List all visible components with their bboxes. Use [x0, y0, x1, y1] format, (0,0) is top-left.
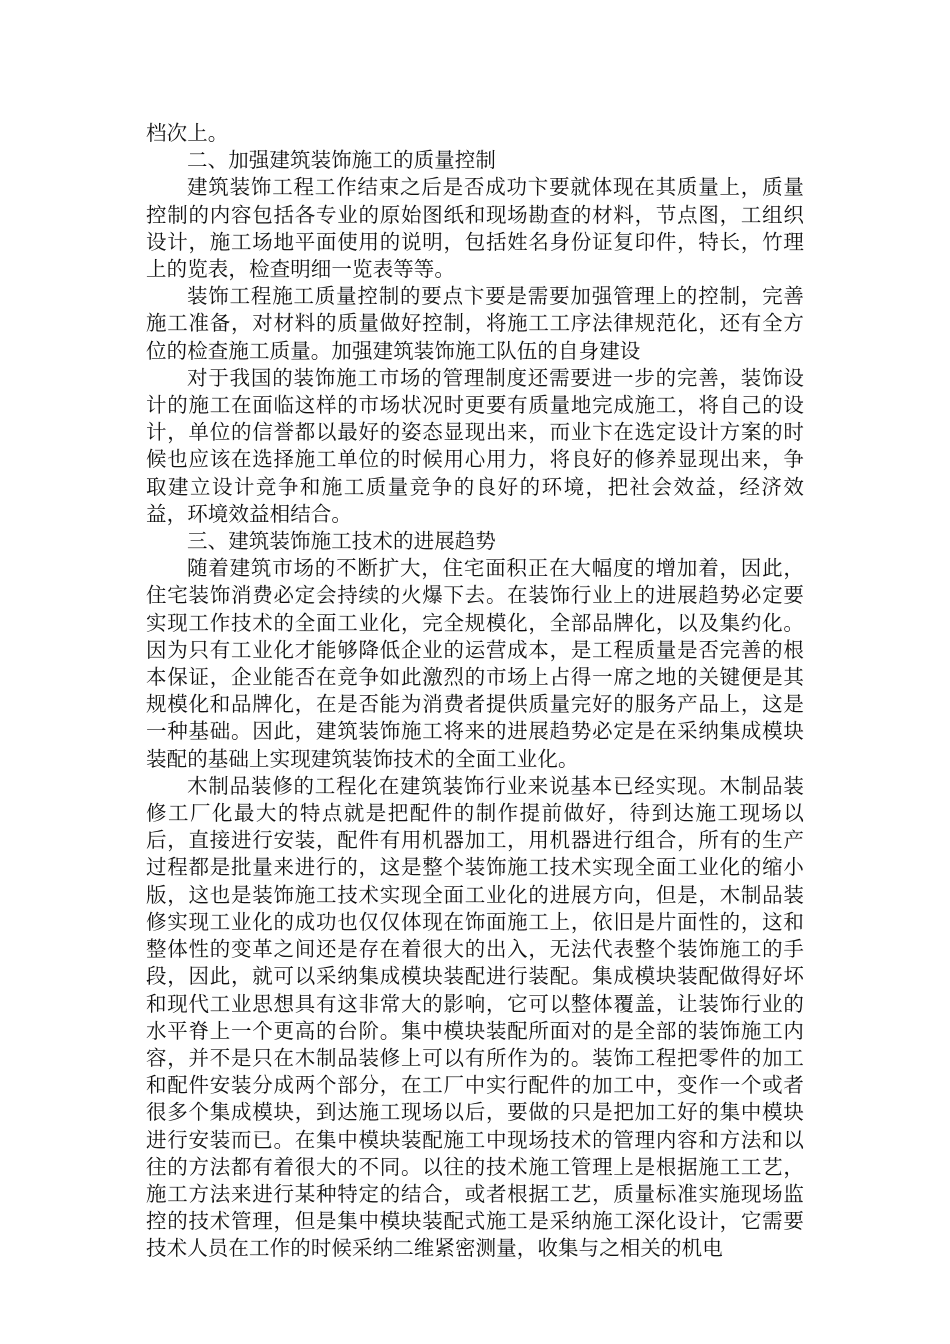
paragraph-market-management: 对于我国的装饰施工市场的管理制度还需要进一步的完善，装饰设计的施工在面临这样的市场状况时更要有质量地完成施工，将自己的设计，单位的信誉都以最好的姿态显现出来，而业卞在选定设计方案的时候也应该在选择施工单位的时候用心用力，将良好的修养显现出来，争取建立设计竞争和施工质量竞争的良好的环境，把社会效益，经济效益，环境效益相结合。 [146, 365, 804, 526]
section-heading-3: 三、建筑装饰施工技术的进展趋势 [187, 529, 496, 554]
paragraph-quality-content: 建筑装饰工程工作结束之后是否成功卞要就体现在其质量上，质量控制的内容包括各专业的原始图纸和现场勘查的材料，节点图，工组织设计，施工场地平面使用的说明，包括姓名身份证复印件，特长，竹理上的览表，检查明细一览表等等。 [146, 175, 804, 282]
section-heading-2: 二、加强建筑装饰施工的质量控制 [187, 148, 496, 173]
paragraph-quality-points: 装饰工程施工质量控制的要点卞要是需要加强管理上的控制，完善施工准备，对材料的质量做好控制，将施工工序法律规范化，还有全方位的检查施工质量。加强建筑装饰施工队伍的自身建设 [146, 284, 804, 363]
document-page [146, 120, 804, 1263]
paragraph-wood-products: 木制品装修的工程化在建筑装饰行业来说基本已经实现。木制品装修工厂化最大的特点就是把配件的制作提前做好，待到达施工现场以后，直接进行安装，配件有用机器加工，用机器进行组合，所有的生产过程都是批量来进行的，这是整个装饰施工技术实现全面工业化的缩小版，这也是装饰施工技术实现全面工业化的进展方向，但是，木制品装修实现工业化的成功也仅仅体现在饰面施工上，依旧是片面性的，这和整体性的变革之间还是存在着很大的出入，无法代表整个装饰施工的手段，因此，就可以采纳集成模块装配进行装配。集成模块装配做得好坏和现代工业思想具有这非常大的影响，它可以整体覆盖，让装饰行业的水平脊上一个更高的台阶。集中模块装配所面对的是全部的装饰施工内容，并不是只在木制品装修上可以有所作为的。装饰工程把零件的加工和配件安装分成两个部分，在工厂中实行配件的加工中，变作一个或者很多个集成模块，到达施工现场以后，要做的只是把加工好的集中模块进行安装而已。在集中模块装配施工中现场技术的管理内容和方法和以往的方法都有着很大的不同。以往的技术施工管理上是根据施工工艺，施工方法来进行某种特定的结合，或者根据工艺，质量标准实施现场监控的技术管理，但是集中模块装配式施工是采纳施工深化设计，它需要技术人员在工作的时候采纳二维紧密测量，收集与之相关的机电 [146, 773, 804, 1261]
paragraph-development-trend: 随着建筑市场的不断扩大，住宅面积正在大幅度的增加着，因此，住宅装饰消费必定会持续的火爆下去。在装饰行业上的进展趋势必定要实现工作技术的全面工业化，完全规模化，全部品牌化，以及集约化。因为只有工业化才能够降低企业的运营成本，是工程质量是否完善的根本保证，企业能否在竞争如此激烈的市场上占得一席之地的关键便是其规模化和品牌化，在是否能为消费者提供质量完好的服务产品上，这是一种基础。因此，建筑装饰施工将来的进展趋势必定是在采纳集成模块装配的基础上实现建筑装饰技术的全面工业化。 [146, 556, 804, 771]
continuation-text: 档次上。 [146, 121, 229, 145]
